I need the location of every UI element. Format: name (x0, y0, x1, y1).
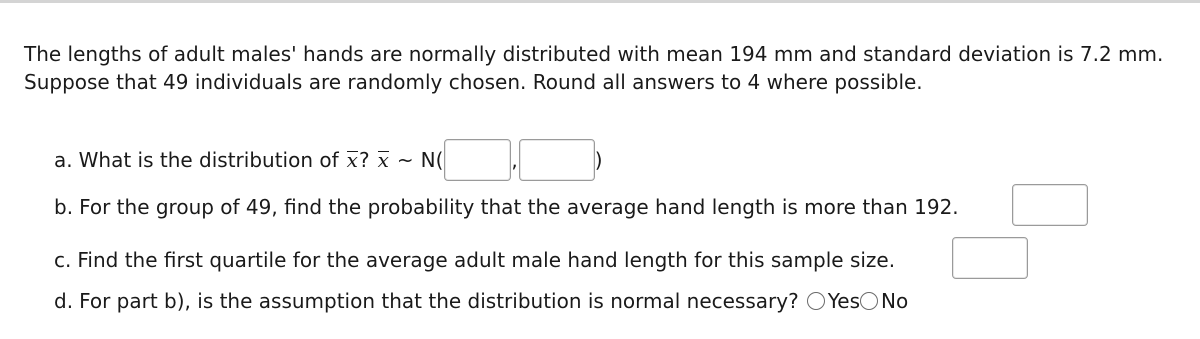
mean-input[interactable] (444, 139, 511, 181)
question-a-text: What is the distribution of (78, 148, 339, 172)
question-b-letter: b. (54, 195, 74, 219)
param-comma: , (511, 148, 518, 172)
std-error-input[interactable] (519, 139, 595, 181)
problem-statement: The lengths of adult males' hands are normally distributed with mean 194 mm and standard deviation is 7.2 mm. Suppose that 49 individuals are randomly chosen. Round all answers to 4 where possible. (24, 42, 1164, 94)
xbar-symbol: x (346, 148, 358, 172)
normal-close: ) (594, 148, 603, 172)
question-a-mark: ? (358, 148, 370, 172)
question-c (54, 246, 895, 274)
radio-no[interactable] (860, 292, 878, 310)
top-divider (0, 0, 1200, 3)
radio-yes-label: Yes (827, 289, 860, 313)
question-a-letter: a. (54, 148, 73, 172)
question-c-text: Find the first quartile for the average adult male hand length for this sample size. (77, 248, 896, 272)
probability-input[interactable] (1012, 184, 1088, 226)
question-d (54, 287, 908, 315)
question-b-text: For the group of 49, find the probability that the average hand length is more than 192. (79, 195, 959, 219)
normal-open: N( (420, 148, 444, 172)
xbar-symbol-2: x (377, 148, 389, 172)
quartile-input[interactable] (952, 237, 1028, 279)
question-b (54, 193, 959, 221)
tilde-symbol: ~ (396, 148, 414, 172)
question-d-text: For part b), is the assumption that the distribution is normal necessary? (79, 289, 799, 313)
radio-yes[interactable] (807, 292, 825, 310)
question-d-letter: d. (54, 289, 74, 313)
question-c-letter: c. (54, 248, 72, 272)
question-a (54, 139, 603, 181)
radio-no-label: No (881, 289, 909, 313)
